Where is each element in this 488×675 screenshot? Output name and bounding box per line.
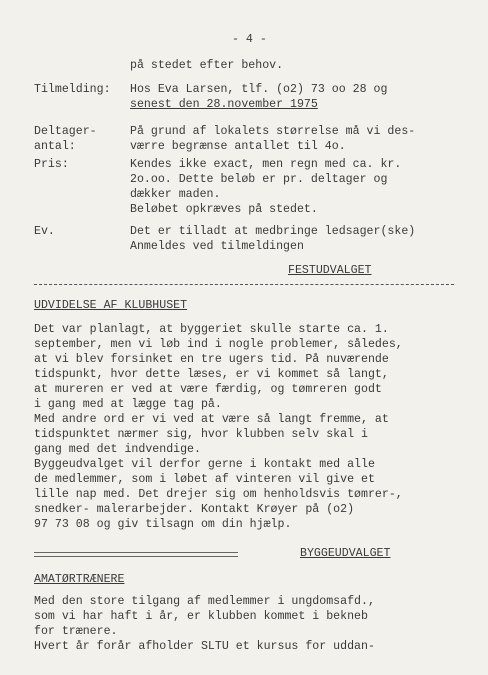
deltager-line-2: værre begrænse antallet til 4o. [130,140,346,153]
label-tilmelding: Tilmelding: [34,83,111,96]
pris-line-4: Beløbet opkræves på stedet. [130,203,318,216]
ev-line-1: Det er tilladt at medbringe ledsager(ske) [130,225,416,238]
label-ev: Ev. [34,225,55,238]
ev-line-2: Anmeldes ved tilmeldingen [130,240,304,253]
amator-line: Med den store tilgang af medlemmer i ungdomsafd., [34,595,375,608]
pris-line-1: Kendes ikke exact, men regn med ca. kr. [130,158,402,171]
udvidelse-line: snedker- malerarbejder. Kontakt Krøyer på (o2) [34,503,355,516]
udvidelse-line: tidspunkt, hvor dette læses, er vi kommet så langt, [34,368,389,381]
page-number: - 4 - [232,33,267,46]
section-rule [34,552,238,557]
udvidelse-line: september, men vi løb ind i nogle problemer, således, [34,338,403,351]
udvidelse-line: gang med det indvendige. [34,443,201,456]
udvidelse-line: Det var planlagt, at byggeriet skulle starte ca. 1. [34,323,389,336]
udvidelse-line: 97 73 08 og giv tilsagn om din hjælp. [34,518,292,531]
amatortraenere-heading: AMATØRTRÆNERE [34,573,125,586]
amator-line: Hvert år forår afholder SLTU et kursus for uddan- [34,640,375,653]
udvidelse-line: tidspunktet nærmer sig, hvor klubben selv skal i [34,428,368,441]
tilmelding-line-2: senest den 28.november 1975 [130,98,318,111]
udvidelse-line: at vi blev forsinket en tre ugers tid. På nuværende [34,353,389,366]
udvidelse-line: de medlemmer, som i løbet af vinteren vil give et [34,473,375,486]
pris-line-3: dækker maden. [130,188,221,201]
festudvalg-continuation: på stedet efter behov. [130,59,284,72]
label-pris: Pris: [34,158,69,171]
amator-line: som vi har haft i år, er klubben kommet i bekneb [34,610,368,623]
udvidelse-line: i gang med at lægge tag på. [34,398,222,411]
label-deltager: Deltager- [34,125,97,138]
udvidelse-heading: UDVIDELSE AF KLUBHUSET [34,299,188,312]
festudvalg-signature: FESTUDVALGET [288,264,372,277]
tilmelding-line-1: Hos Eva Larsen, tlf. (o2) 73 oo 28 og [130,83,388,96]
udvidelse-line: lille nap med. Det drejer sig om henholdsvis tømrer-, [34,488,403,501]
pris-line-2: 2o.oo. Dette beløb er pr. deltager og [130,173,388,186]
deltager-line-1: På grund af lokalets størrelse må vi des- [130,125,416,138]
label-antal: antal: [34,140,76,153]
udvidelse-line: Med andre ord er vi ved at være så langt fremme, at [34,413,389,426]
amator-line: for trænere. [34,625,118,638]
udvidelse-line: Byggeudvalget vil derfor gerne i kontakt med alle [34,458,375,471]
byggeudvalg-signature: BYGGEUDVALGET [300,547,391,560]
section-divider [34,284,454,285]
udvidelse-line: at mureren er ved at være færdig, og tømreren godt [34,383,382,396]
